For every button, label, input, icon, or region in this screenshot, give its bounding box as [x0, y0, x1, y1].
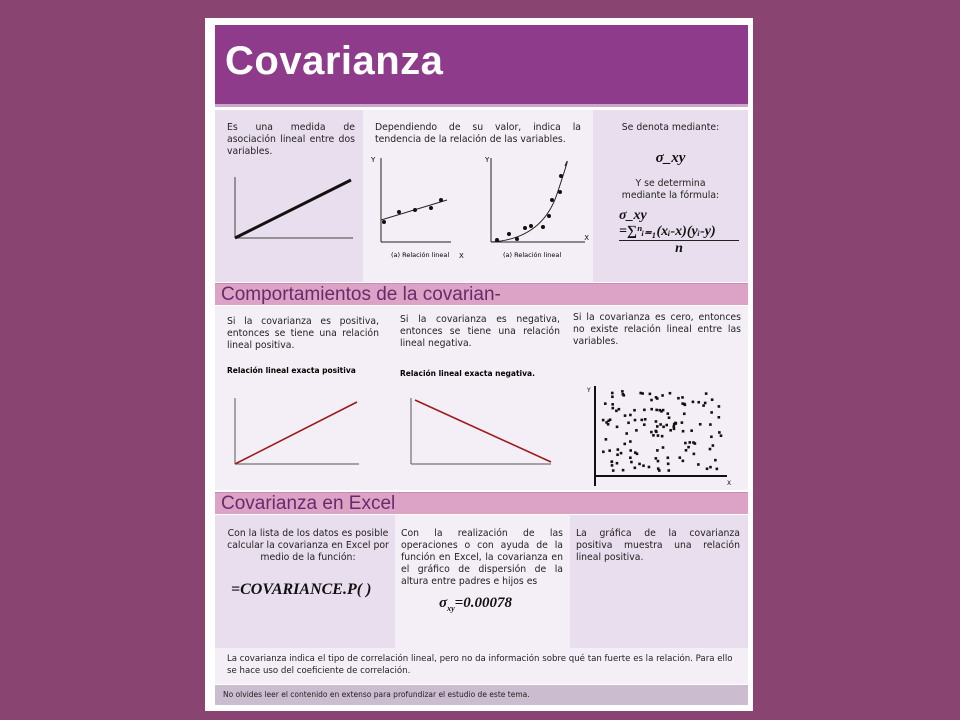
scatter-point — [661, 435, 664, 438]
scatter-point — [710, 411, 713, 414]
scatter-point — [623, 443, 626, 446]
scatter-point — [681, 396, 684, 399]
scatter-point — [660, 410, 663, 413]
scatter-point — [665, 424, 668, 427]
axis-x-label: X — [727, 480, 732, 487]
scatter-point — [657, 460, 660, 463]
axis-y-label: Y — [587, 387, 591, 394]
scatter-point — [617, 448, 620, 451]
chart-caption-1: (a) Relación lineal — [391, 251, 450, 259]
scatter-point — [682, 430, 685, 433]
excel-col3-text: La gráfica de la covarianza positiva muestra una relación lineal positiva. — [576, 528, 740, 563]
scatter-point — [668, 416, 671, 419]
scatter-point — [690, 429, 693, 432]
scatter-point — [684, 442, 687, 445]
zero-scatter-chart — [577, 384, 737, 490]
scatter-point — [673, 428, 676, 431]
scatter-point — [643, 423, 646, 426]
scatter-point — [634, 451, 637, 454]
formula-numerator: =∑ⁿᵢ₌₁(xᵢ-x)(yᵢ-y) — [619, 223, 739, 241]
scatter-point — [688, 441, 691, 444]
scatter-point — [622, 469, 625, 472]
scatter-point — [629, 414, 632, 417]
scatter-point — [602, 419, 605, 422]
scatter-point — [712, 444, 715, 447]
scatter-point — [658, 469, 661, 472]
scatter-point — [630, 461, 633, 464]
negative-trend-line — [415, 400, 551, 462]
scatter-point — [611, 395, 614, 398]
scatter-point — [633, 409, 636, 412]
scatter-point — [610, 460, 613, 463]
excel-function-panel — [215, 515, 395, 648]
svg-text:X: X — [459, 252, 464, 260]
scatter-point — [643, 409, 646, 412]
scatter-point — [656, 449, 659, 452]
scatter-point — [641, 392, 644, 395]
scatter-point — [677, 397, 680, 400]
scatter-point — [611, 464, 614, 467]
scatter-point — [718, 431, 721, 434]
excel-graph-panel — [570, 515, 748, 648]
scatter-point — [697, 401, 700, 404]
scatter-point — [697, 463, 700, 466]
dependence-panel — [363, 110, 593, 282]
scatter-point — [667, 462, 670, 465]
negative-line-chart — [405, 394, 555, 474]
scatter-point — [672, 425, 675, 428]
behaviour-panel — [215, 306, 748, 490]
scatter-point — [678, 456, 681, 459]
scatter-point — [662, 446, 665, 449]
note-panel — [215, 648, 748, 684]
footer-text: No olvides leer el contenido en extenso para profundizar el estudio de este tema. — [223, 690, 530, 699]
scatter-point — [629, 456, 632, 459]
scatter-point — [718, 405, 721, 408]
scatter-point — [612, 407, 615, 410]
scatter-point — [621, 390, 624, 393]
positive-chart-title: Relación lineal exacta positiva — [227, 366, 356, 375]
scatter-point — [615, 410, 618, 413]
formula-intro: Y se determina mediante la fórmula: — [621, 178, 720, 201]
svg-text:X: X — [584, 234, 589, 242]
positive-line-chart — [229, 394, 364, 474]
scatter-point — [669, 392, 672, 395]
scatter-point — [683, 412, 686, 415]
definition-text: Es una medida de asociación lineal entre dos variables. — [227, 122, 355, 157]
scatter-point — [611, 392, 614, 395]
section-header-excel — [215, 492, 748, 514]
scatter-point — [693, 453, 696, 456]
scatter-point — [629, 440, 632, 443]
scatter-point — [655, 420, 658, 423]
scatter-point — [616, 462, 619, 465]
formula-panel — [593, 110, 748, 282]
scatter-point — [667, 456, 670, 459]
scatter-point — [625, 432, 628, 435]
formula-lhs: σ_xy — [619, 208, 647, 223]
infographic — [205, 18, 753, 711]
section-header-behaviour — [215, 283, 748, 305]
excel-col1-text: Con la lista de los datos es posible calcular la covarianza en Excel por medio de la función: — [227, 528, 389, 563]
scatter-point — [682, 460, 685, 463]
svg-text:Y: Y — [485, 156, 490, 164]
scatter-point — [602, 451, 605, 454]
section-title: Comportamientos de la covarian- — [221, 284, 501, 305]
scatter-point — [667, 469, 670, 472]
scatter-point — [709, 466, 712, 469]
scatter-point — [655, 457, 658, 460]
scatter-point — [634, 419, 637, 422]
scatter-point — [634, 467, 637, 470]
scatter-point — [650, 399, 653, 402]
scatter-point — [709, 448, 712, 451]
scatter-point — [635, 429, 638, 432]
scatter-point — [638, 463, 641, 466]
scatter-point — [705, 392, 708, 395]
scatter-point — [608, 449, 611, 452]
excel-function: =COVARIANCE.P( ) — [231, 581, 372, 598]
linear-chart — [229, 172, 359, 247]
scatter-point — [642, 464, 645, 467]
scatter-point — [657, 434, 660, 437]
scatter-point — [627, 421, 630, 424]
scatter-point — [706, 467, 709, 470]
result-value: =0.00078 — [454, 595, 512, 611]
section-title: Covarianza en Excel — [221, 493, 396, 514]
scatter-point — [644, 418, 647, 421]
scatter-point — [714, 459, 717, 462]
scatter-point — [661, 394, 664, 397]
scatter-point — [618, 408, 621, 411]
definition-panel — [215, 110, 363, 282]
excel-result — [439, 595, 512, 613]
page-title: Covarianza — [225, 39, 444, 83]
scatter-point — [699, 423, 702, 426]
scatter-point — [654, 430, 657, 433]
scatter-point — [662, 426, 665, 429]
trend-line — [235, 180, 351, 238]
scatter-point — [652, 434, 655, 437]
symbol: σ_xy — [655, 150, 686, 166]
title-banner — [215, 25, 748, 107]
chart-caption-2: (a) Relación lineal — [503, 251, 562, 259]
scatter-point — [616, 426, 619, 429]
scatter-point — [616, 453, 619, 456]
scatter-point — [612, 469, 615, 472]
scatter-point — [656, 425, 659, 428]
scatter-point — [605, 438, 608, 441]
scatter-point — [620, 452, 623, 455]
excel-col2-text: Con la realización de las operaciones o con ayuda de la función en Excel, la covarianza en el gráfico de dispersión de la altura entre padres e hijos es — [401, 528, 563, 587]
scatter-point — [666, 412, 669, 415]
scatter-point — [648, 466, 651, 469]
scatter-point — [649, 393, 652, 396]
scatter-point — [622, 393, 625, 396]
scatter-point — [659, 423, 662, 426]
axis-y-label: Y — [371, 156, 376, 164]
negative-chart-title: Relación lineal exacta negativa. — [400, 369, 535, 378]
scatter-point — [704, 402, 707, 405]
scatter-point — [650, 431, 653, 434]
scatter-point — [692, 441, 695, 444]
scatter-point — [681, 421, 684, 424]
scatter-point — [692, 401, 695, 404]
note-text: La covarianza indica el tipo de correlación lineal, pero no da información sobre qué tan fuerte es la relación. Para ello se hace uso del coeficiente de correlación. — [227, 654, 733, 676]
scatter-point — [684, 403, 687, 406]
scatter-point — [674, 422, 677, 425]
scatter-point — [702, 404, 705, 407]
scatter-point — [720, 434, 723, 437]
scatter-point — [605, 421, 608, 424]
positive-trend-line — [235, 402, 357, 464]
scatter-point — [629, 449, 632, 452]
scatter-point — [640, 419, 643, 422]
scatter-point — [718, 416, 721, 419]
scatter-point — [624, 414, 627, 417]
positive-text: Si la covarianza es positiva, entonces se tiene una relación lineal positiva. — [227, 316, 379, 351]
scatter-point — [710, 435, 713, 438]
zero-text: Si la covarianza es cero, entonces no existe relación lineal entre las variables. — [573, 312, 741, 347]
negative-text: Si la covarianza es negativa, entonces se tiene una relación lineal negativa. — [400, 314, 560, 349]
scatter-point — [716, 468, 719, 471]
scatter-point — [685, 449, 688, 452]
footer-bar — [215, 685, 748, 705]
scatter-point — [655, 396, 658, 399]
result-symbol: σ — [439, 595, 448, 611]
example-charts — [367, 154, 589, 266]
scatter-point — [711, 398, 714, 401]
denoted-text: Se denota mediante: — [621, 122, 720, 133]
formula-denominator: n — [675, 241, 683, 256]
dependence-text: Dependiendo de su valor, indica la tendencia de la relación de las variables. — [375, 122, 581, 145]
scatter-point — [669, 429, 672, 432]
scatter-point — [650, 408, 653, 411]
scatter-point — [604, 402, 607, 405]
scatter-point — [655, 409, 658, 412]
excel-result-panel — [395, 515, 570, 648]
scatter-point — [687, 446, 690, 449]
scatter-point — [709, 423, 712, 426]
scatter-point — [611, 403, 614, 406]
result-subscript: xy — [447, 604, 455, 613]
